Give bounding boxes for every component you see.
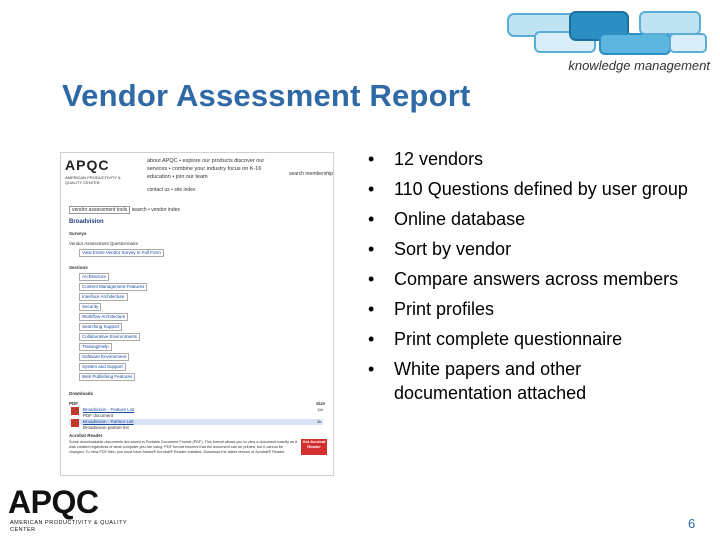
acrobat-heading: Acrobat Reader [69, 433, 103, 438]
pdf-icon [71, 407, 79, 415]
screenshot-nav-side[interactable]: search membership [289, 171, 333, 177]
list-item [366, 267, 696, 291]
apqc-logo-text: APQC [8, 484, 99, 520]
section-link[interactable]: Content Management Features [79, 283, 147, 291]
list-item-text: Print complete questionnaire [394, 329, 623, 349]
tab-vendor-assessment[interactable]: vendor assessment tools [69, 206, 130, 214]
surveys-heading: Surveys [69, 231, 87, 236]
pdf-icon [71, 419, 79, 427]
section-link[interactable]: Interface Architecture [79, 293, 128, 301]
section-link[interactable]: System and Support [79, 363, 126, 371]
tagline: knowledge management [568, 58, 710, 73]
screenshot-tabs: vendor assessment tools search • vendor index [69, 207, 180, 213]
section-link[interactable]: Workflow Architecture [79, 313, 128, 321]
vendor-name: Broadvision [69, 219, 104, 225]
download-description: Broadvision partner list [83, 425, 129, 430]
tab-vendor-index[interactable]: vendor index [151, 207, 180, 213]
pdf-column-heading: PDF [69, 401, 78, 406]
download-size: 4k [317, 419, 322, 424]
list-item-text: White papers and other documentation attached [394, 359, 587, 403]
bullet-icon: • [368, 299, 375, 319]
slide-title: Vendor Assessment Report [62, 78, 471, 113]
section-link[interactable]: Web Publishing Features [79, 373, 135, 381]
section-link[interactable]: Software Environment [79, 353, 129, 361]
list-item-text: 12 vendors [394, 149, 484, 169]
get-acrobat-badge[interactable]: Get Acrobat Reader [301, 439, 327, 455]
list-item [366, 147, 696, 171]
list-item [366, 327, 696, 351]
bullet-icon: • [368, 359, 375, 379]
apqc-logo-subtitle: AMERICAN PRODUCTIVITY & QUALITY CENTER [10, 520, 128, 533]
download-size: 11k [317, 407, 324, 412]
download-link[interactable]: Broadvision - Partner List [83, 419, 134, 424]
section-link[interactable]: Security [79, 303, 101, 311]
screenshot-logo: APQC [65, 157, 110, 173]
screenshot-logo-subtitle: AMERICAN PRODUCTIVITY & QUALITY CENTER [65, 175, 121, 185]
list-item-text: Online database [394, 209, 526, 229]
bullet-icon: • [368, 149, 375, 169]
list-item [366, 207, 696, 231]
bullet-icon: • [368, 269, 375, 289]
bullet-icon: • [368, 209, 375, 229]
bullet-icon: • [368, 239, 375, 259]
tab-search[interactable]: search [131, 207, 147, 213]
knowledge-management-graphic [500, 6, 715, 58]
page-number: 6 [688, 516, 696, 531]
section-link[interactable]: Collaborative Environments [79, 333, 140, 341]
list-item [366, 177, 696, 201]
list-item-text: Compare answers across members [394, 269, 679, 289]
download-description: PDF document [83, 413, 114, 418]
survey-full-link[interactable]: View Entire Vendor Survey In Full Form [79, 249, 164, 257]
screenshot-links[interactable]: contact us • site index [147, 187, 196, 193]
list-item-text: Sort by vendor [394, 239, 512, 259]
acrobat-paragraph: Some downloadable documents are saved in Portable Document Format (PDF). This format allows you to view a document exactly as it was created regardless of what computer you are using. PDF format ensures that the document can be printed, but it cannot be changed. To view PDF files, you must have Adobe® Acrobat® Reader installed. Download the latest version of Acrobat® Reader. [69, 440, 298, 454]
section-link[interactable]: Training/Help [79, 343, 112, 351]
section-link[interactable]: Searching Support [79, 323, 122, 331]
download-link[interactable]: Broadvision - Feature List [83, 407, 135, 412]
list-item [366, 357, 696, 405]
section-link[interactable]: Architecture [79, 273, 109, 281]
feature-list [366, 147, 696, 411]
bullet-icon: • [368, 329, 375, 349]
bullet-icon: • [368, 179, 375, 199]
size-column-heading: Size [316, 401, 326, 406]
survey-subheading: Vendor Assessment Questionnaire [69, 241, 139, 246]
list-item-text: 110 Questions defined by user group [394, 179, 688, 199]
list-item [366, 297, 696, 321]
screenshot-nav[interactable]: about APQC • explore our products discover our services • combine your industry focus on K-16 education • join our team [147, 158, 265, 180]
apqc-logo [8, 484, 128, 536]
list-item-text: Print profiles [394, 299, 495, 319]
vendor-page-screenshot [60, 152, 334, 476]
list-item [366, 237, 696, 261]
downloads-heading: Downloads [69, 391, 94, 396]
sections-heading: Sections [69, 265, 88, 270]
